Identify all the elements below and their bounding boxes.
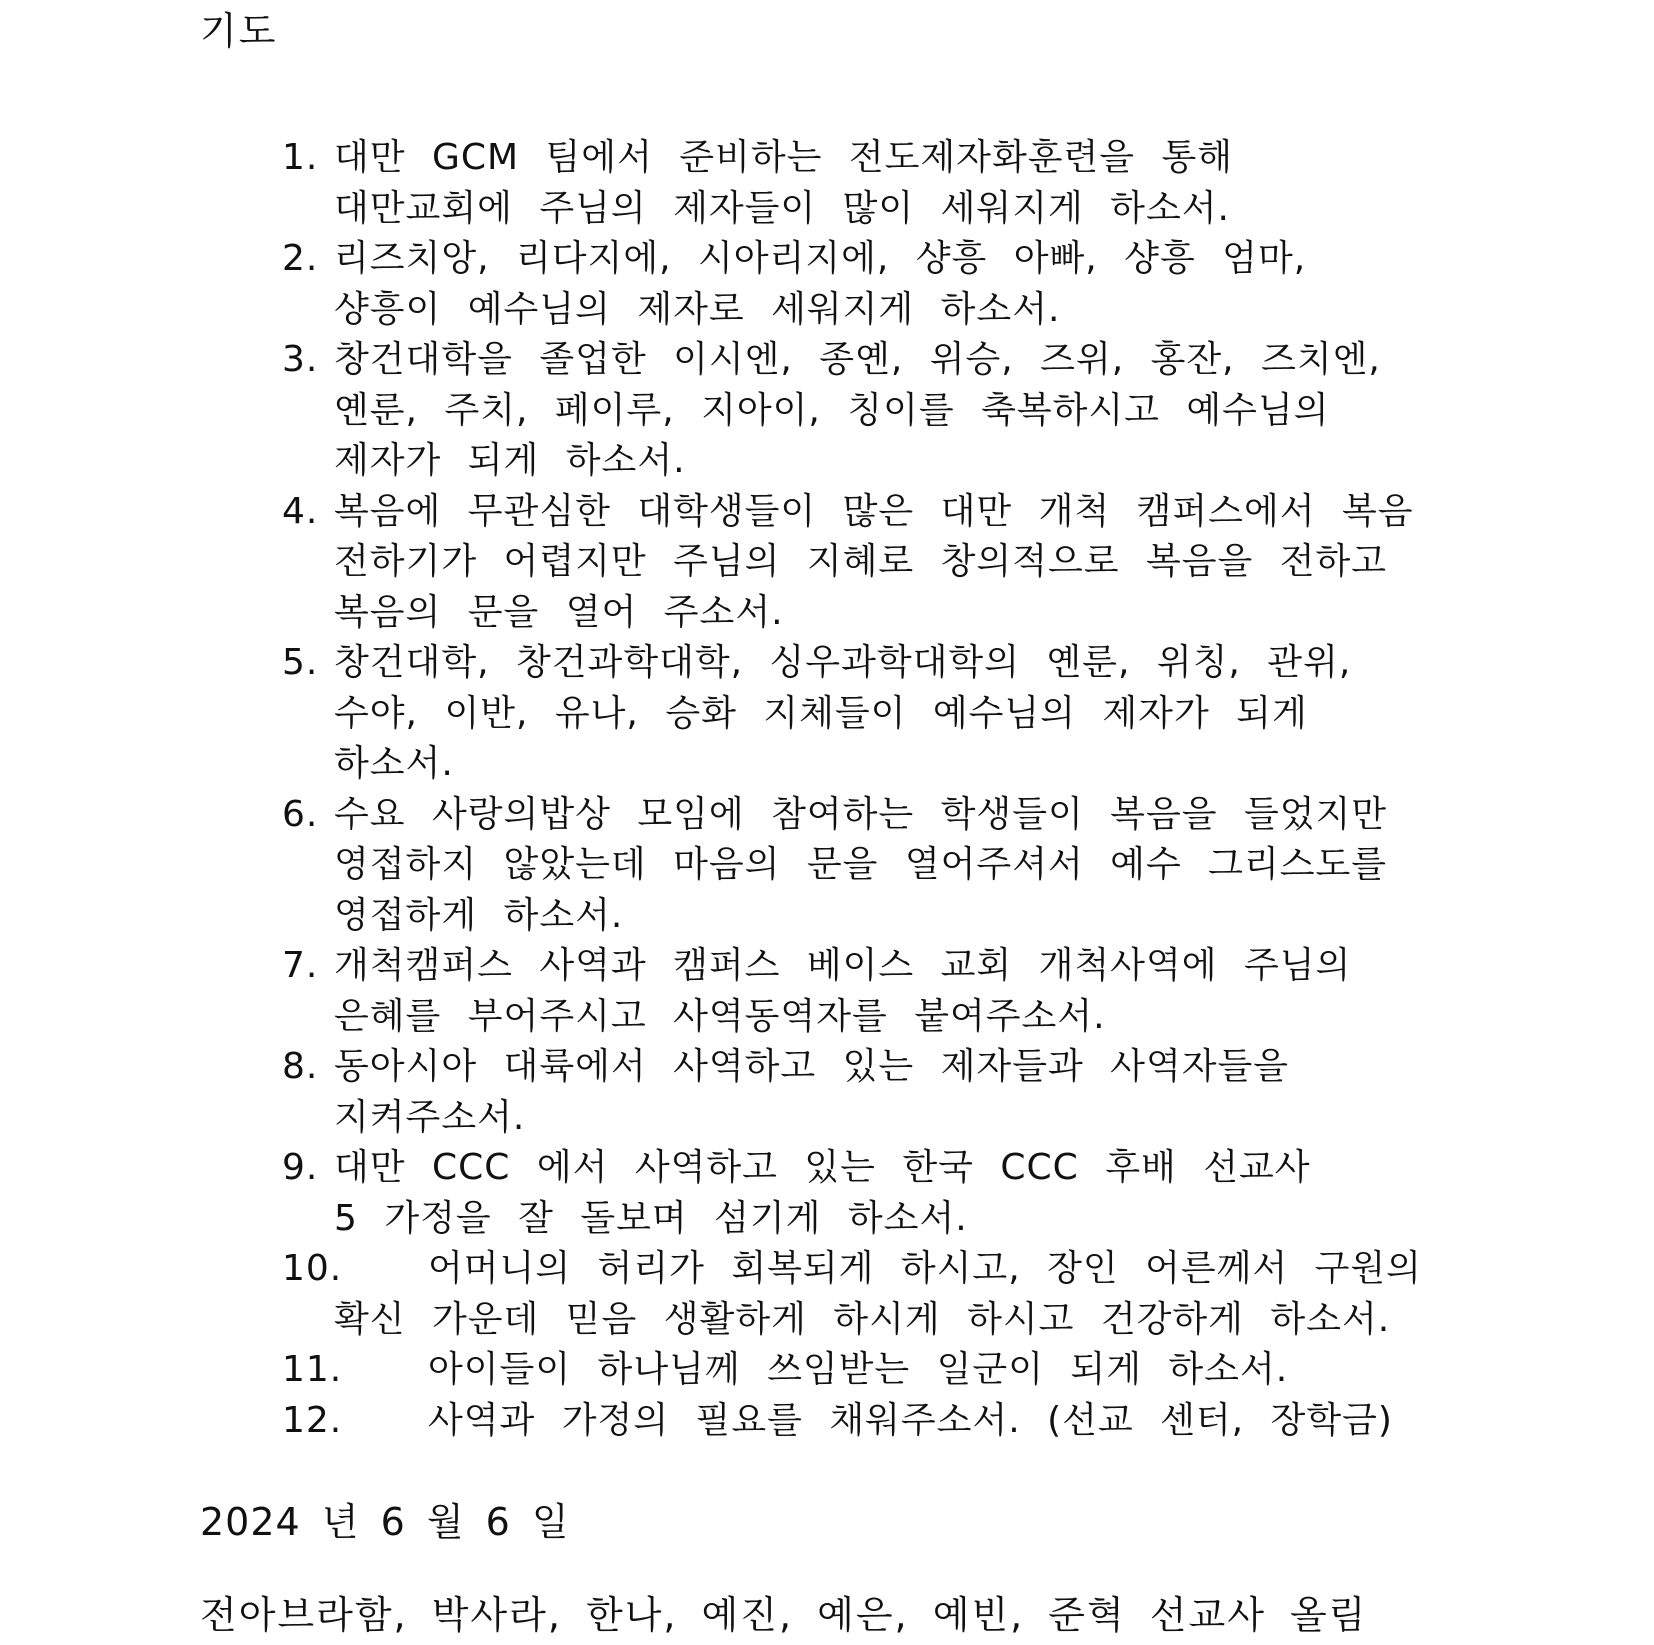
page-title: 기도 xyxy=(200,9,278,53)
item-number: 10. xyxy=(282,1248,343,1289)
item-text: 대만 GCM 팀에서 준비하는 전도제자화훈련을 통해 대만교회에 주님의 제자들이 많이 세워지게 하소서. xyxy=(334,137,1234,229)
item-text: 복음에 무관심한 대학생들이 많은 대만 개척 캠퍼스에서 복음 전하기가 어렵지만 주님의 지혜로 창의적으로 복음을 전하고 복음의 문을 열어 주소서. xyxy=(334,490,1414,633)
prayer-item-10 xyxy=(282,1244,1462,1345)
item-text: 개척캠퍼스 사역과 캠퍼스 베이스 교회 개척사역에 주님의 은혜를 부어주시고 사역동역자를 붙여주소서. xyxy=(334,945,1352,1037)
item-text: 대만 CCC 에서 사역하고 있는 한국 CCC 후배 선교사 5 가정을 잘 돌보며 섬기게 하소서. xyxy=(334,1147,1311,1239)
prayer-item-6 xyxy=(282,790,1462,942)
item-text: 어머니의 허리가 회복되게 하시고, 장인 어른께서 구원의 확신 가운데 믿음 생활하게 하시게 하시고 건강하게 하소서. xyxy=(334,1248,1422,1340)
item-text: 창건대학을 졸업한 이시엔, 종옌, 위승, 즈위, 홍잔, 즈치엔, 옌룬, 주치, 페이루, 지아이, 칭이를 축복하시고 예수님의 제자가 되게 하소서. xyxy=(334,339,1381,481)
prayer-item-7 xyxy=(282,941,1462,1042)
prayer-item-1 xyxy=(282,133,1462,234)
signature-line: 전아브라함, 박사라, 한나, 예진, 예은, 예빈, 준혁 선교사 올림 xyxy=(200,1593,1368,1637)
item-number: 5. xyxy=(282,642,319,683)
prayer-item-5 xyxy=(282,638,1462,790)
item-number: 11. xyxy=(282,1349,343,1390)
item-number: 8. xyxy=(282,1046,319,1087)
prayer-list xyxy=(282,133,1462,1446)
item-text: 사역과 가정의 필요를 채워주소서. (선교 센터, 장학금) xyxy=(428,1399,1393,1441)
prayer-item-3 xyxy=(282,335,1462,487)
item-number: 3. xyxy=(282,339,319,380)
item-text: 아이들이 하나님께 쓰임받는 일군이 되게 하소서. xyxy=(428,1349,1289,1390)
item-number: 7. xyxy=(282,945,319,986)
item-number: 6. xyxy=(282,793,319,835)
prayer-item-12 xyxy=(282,1396,1462,1447)
item-number: 12. xyxy=(282,1399,343,1441)
prayer-item-2 xyxy=(282,234,1462,335)
item-text: 동아시아 대륙에서 사역하고 있는 제자들과 사역자들을 지켜주소서. xyxy=(334,1046,1290,1138)
item-text: 창건대학, 창건과학대학, 싱우과학대학의 옌룬, 위칭, 관위, 수야, 이반, 유나, 승화 지체들이 예수님의 제자가 되게 하소서. xyxy=(334,642,1352,784)
prayer-item-9 xyxy=(282,1143,1462,1244)
prayer-item-11 xyxy=(282,1345,1462,1396)
item-number: 9. xyxy=(282,1147,319,1188)
date-line: 2024 년 6 월 6 일 xyxy=(200,1500,570,1544)
item-number: 1. xyxy=(282,137,319,178)
item-text: 리즈치앙, 리다지에, 시아리지에, 샹흥 아빠, 샹흥 엄마, 샹흥이 예수님의 제자로 세워지게 하소서. xyxy=(334,238,1307,330)
item-text: 수요 사랑의밥상 모임에 참여하는 학생들이 복음을 들었지만 영접하지 않았는데 마음의 문을 열어주셔서 예수 그리스도를 영접하게 하소서. xyxy=(334,793,1388,936)
item-number: 4. xyxy=(282,490,319,532)
prayer-item-8 xyxy=(282,1042,1462,1143)
item-number: 2. xyxy=(282,238,319,279)
prayer-item-4 xyxy=(282,487,1462,639)
